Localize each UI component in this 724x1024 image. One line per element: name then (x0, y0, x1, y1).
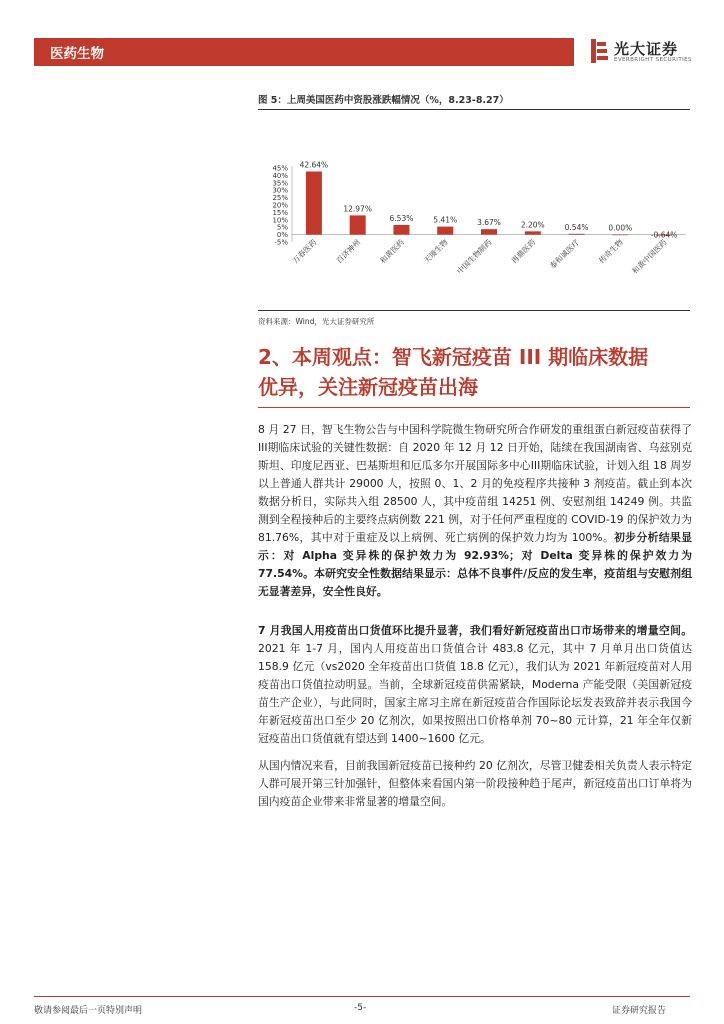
paragraph-1-text: 8 月 27 日，智飞生物公告与中国科学院微生物研究所合作研发的重组蛋白新冠疫苗获得了III期临床试验的关键性数据：自 2020 年 12 月 12 日开始，陆续在我国湖南省、乌兹别克斯坦、印度尼西亚、巴基斯坦和厄瓜多尔开展国际多中心III期临床试验，计划入组 18 周岁以上普通人群共计 29000 人，按照 0、1、2 月的免疫程序共接种 3 剂疫苗。截止到本次数据分析日，实际共入组 28500 人，其中疫苗组 14251 例、安慰剂组 14249 例。共监测到全程接种后的主要终点病例数 221 例，对于任何严重程度的 COVID-19 的保护效力为 81.76%，其中对于重症及以上病例、死亡病例的保护效力均为 100%。 (258, 423, 692, 544)
bar (612, 235, 628, 236)
source-rule (258, 310, 690, 311)
data-label: 12.97% (343, 204, 372, 214)
figure-top-rule (258, 109, 690, 110)
data-label: 42.64% (299, 160, 329, 170)
y-tick-label: 15% (272, 208, 288, 217)
data-label: 2.20% (520, 220, 545, 230)
paragraph-2-text: 2021 年 1-7 月，国内人用疫苗出口货值合计 483.8 亿元，其中 7 月单月出口货值达 158.9 亿元（vs2020 全年疫苗出口货值 18.8 亿元），我们认为 2021 年新冠疫苗对人用疫苗出口货值拉动明显。当前，全球新冠疫苗供需紧缺，Moderna 产能受限（美国新冠疫苗生产企业），与此同时，国家主席习主席在新冠疫苗合作国际论坛发表致辞并表示我国今年新冠疫苗出口至少 20 亿剂次，如果按照出口价格单剂 70~80 元计算，21 年全年仅新冠疫苗出口货值就有望达到 1400~1600 亿元。 (258, 642, 692, 745)
logo-name: 光大证券 (614, 40, 679, 58)
category-label: 传奇生物 (597, 237, 625, 266)
everbright-logo-icon (588, 37, 610, 65)
data-label: 0.00% (608, 223, 633, 233)
y-tick-label: 10% (272, 216, 288, 225)
bar (306, 171, 322, 234)
y-tick-label: 40% (272, 171, 288, 180)
figure-source: 资料来源：Wind，光大证券研究所 (258, 317, 375, 326)
y-tick-label: 20% (272, 201, 288, 210)
section-title (258, 342, 694, 402)
bar (569, 234, 585, 235)
y-tick-label: 45% (272, 164, 288, 173)
bar (525, 231, 541, 234)
y-tick-label: 25% (272, 194, 288, 203)
paragraph-2 (258, 622, 692, 748)
paragraph-2-bold: 7 月我国人用疫苗出口货值环比提升显著，我们看好新冠疫苗出口市场带来的增量空间。 (258, 624, 692, 637)
category-label: 百济神州 (334, 237, 363, 266)
y-tick-label: 30% (272, 186, 288, 195)
data-label: 6.53% (389, 213, 414, 223)
data-label: 5.41% (433, 215, 458, 225)
paragraph-1-bold: 初步分析结果显示：对 Alpha 变异株的保护效力为 92.93%；对 Delta 变异株的保护效力为 77.54%。本研究安全性数据结果显示：总体不良事件/反应的发生率，疫苗组与安慰剂组无显著差异，安全性良好。 (258, 531, 693, 598)
footer-rule (34, 996, 690, 997)
section-title-line1: 2、本周观点：智飞新冠疫苗 III 期临床数据 (258, 345, 649, 369)
y-tick-label: 5% (276, 223, 288, 232)
category-label: 天境生物 (422, 237, 450, 266)
logo-subtitle: EVERBRIGHT SECURITIES (614, 57, 692, 63)
data-label: 3.67% (477, 218, 501, 228)
bar (350, 215, 366, 234)
category-label: 和黄医药 (378, 237, 406, 266)
paragraph-1 (258, 421, 692, 601)
section-rule (258, 407, 690, 408)
category-label: 和黄中国医药 (630, 237, 669, 276)
bar (481, 229, 497, 234)
header-bar (34, 38, 574, 66)
footer-report-type: 证券研究报告 (612, 1006, 667, 1016)
bar-chart (258, 150, 690, 300)
section-title-line2: 优异，关注新冠疫苗出海 (258, 375, 478, 399)
bar (437, 227, 453, 235)
category-label: 再鼎医药 (509, 237, 538, 266)
y-tick-label: 0% (276, 231, 288, 240)
paragraph-3: 从国内情况来看，目前我国新冠疫苗已接种约 20 亿剂次，尽管卫健委相关负责人表示特定人群可展开第三针加强针，但整体来看国内第一阶段接种趋于尾声，新冠疫苗出口订单将为国内疫苗企业带来非常显著的增量空间。 (258, 759, 692, 808)
data-label: 0.54% (564, 222, 589, 232)
figure-title: 图 5：上周美国医药中资股涨跌幅情况（%，8.23-8.27） (258, 95, 509, 106)
y-tick-label: 35% (272, 179, 288, 188)
data-label: -0.64% (650, 230, 678, 240)
section-label: 医药生物 (50, 46, 104, 62)
category-label: 中国生物制药 (455, 237, 494, 276)
page-number: -5- (354, 1003, 367, 1013)
category-label: 泰和诚医疗 (548, 237, 581, 271)
bar (393, 225, 409, 235)
footer-disclaimer: 敬请参阅最后一页特别声明 (34, 1006, 143, 1016)
category-label: 万春医药 (290, 237, 319, 266)
y-tick-label: -5% (274, 238, 288, 247)
